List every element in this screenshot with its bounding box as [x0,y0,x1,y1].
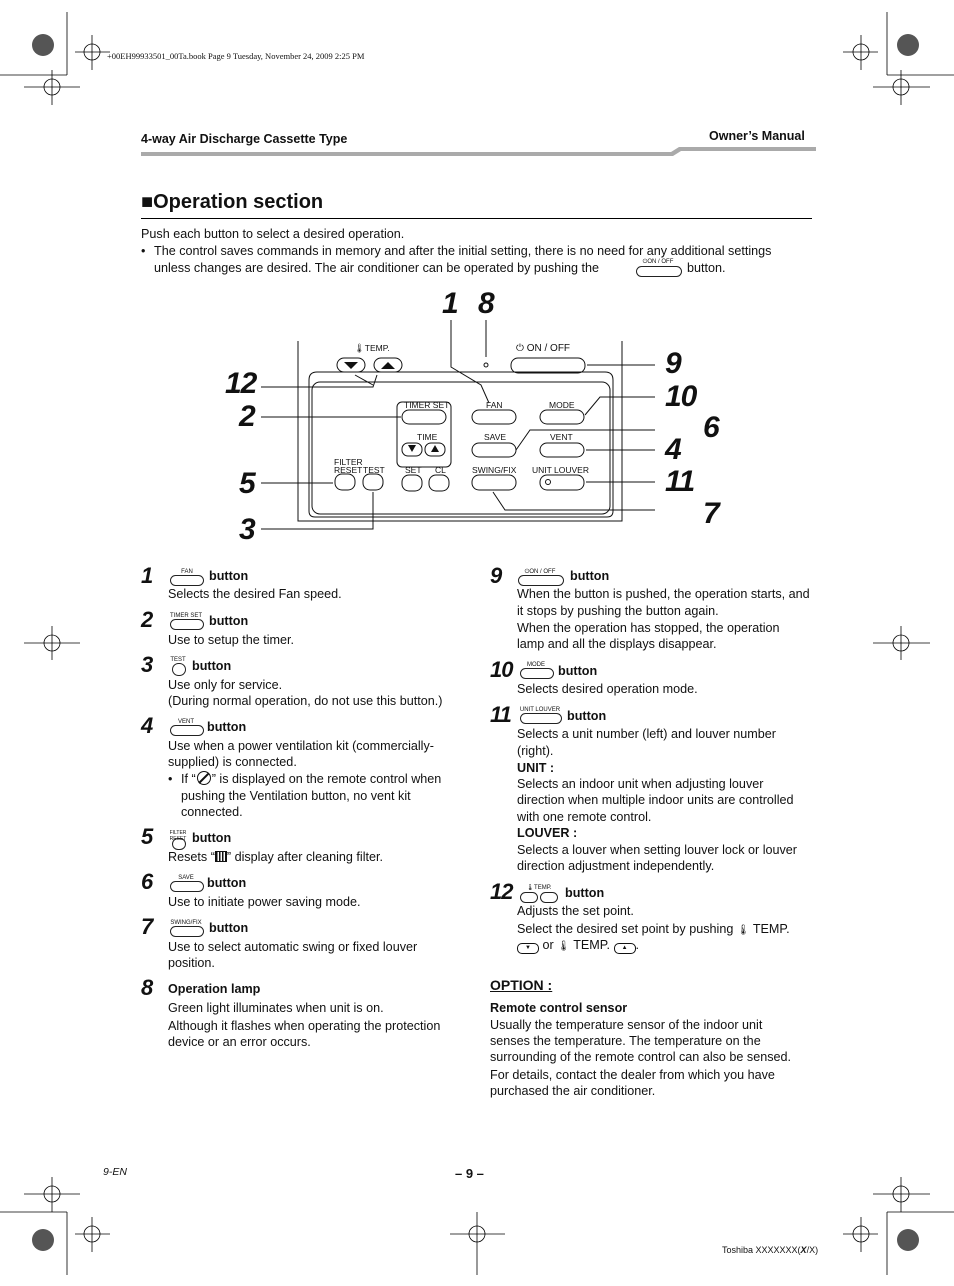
item-7-icon-caption: SWING/FIX [170,920,202,926]
item-3-desc-1: Use only for service. [168,678,283,692]
timer-set-icon [170,619,204,630]
temp-down-inline-icon: ▼ [517,943,539,954]
item-11-unit-desc-2: direction when multiple indoor units are controlled [517,793,794,807]
label-cl: CL [435,465,446,475]
item-11-label: button [567,709,607,723]
callout-12: 12 [225,367,257,400]
test-icon [172,663,186,676]
label-set: SET [405,465,422,475]
item-12-desc-2: Select the desired set point by pushing 🌡 TEMP. [517,922,790,936]
remote-outline [225,285,735,555]
item-1-icon-caption: FAN [181,569,193,575]
item-6-label: button [207,876,247,890]
intro-line-1: Push each button to select a desired operation. [141,227,405,241]
item-5-desc: Resets “ ” display after cleaning filter. [168,850,383,864]
item-8-desc-2: Although it flashes when operating the protection [168,1019,441,1033]
item-9-desc-4: lamp and all the displays disappear. [517,637,717,651]
fan-icon [170,575,204,586]
item-12-num: 12 [490,879,513,904]
page-number-center: – 9 – [455,1166,484,1181]
item-11-louver-head: LOUVER : [517,826,578,840]
option-head: OPTION : [490,977,553,993]
onoff-inline-icon [636,266,682,277]
label-unit-louver: UNIT LOUVER [532,465,589,475]
item-11-num: 11 [490,702,511,727]
item-12-desc-1: Adjusts the set point. [517,904,634,918]
callout-10: 10 [665,380,697,413]
item-6-desc: Use to initiate power saving mode. [168,895,361,909]
item-9-label: button [570,569,610,583]
header-rule [141,145,816,157]
callout-11: 11 [665,465,695,498]
callout-6: 6 [703,411,719,444]
item-10-label: button [558,664,598,678]
item-4-desc-2: supplied) is connected. [168,755,297,769]
item-2-desc: Use to setup the timer. [168,633,294,647]
item-8-label: Operation lamp [168,982,261,996]
page-number-left: 9-EN [103,1166,127,1178]
vent-icon [170,725,204,736]
item-8-desc-3: device or an error occurs. [168,1035,311,1049]
item-9-icon-caption: ⏻ON / OFF [524,569,556,575]
item-7-desc-2: position. [168,956,215,970]
section-title [141,191,323,214]
item-9-num: 9 [490,563,502,588]
item-2-num: 2 [141,607,153,632]
filter-grid-icon [215,851,227,862]
temp-up-icon [540,892,558,903]
callout-5: 5 [239,467,255,500]
intro-bullet: • [141,244,146,258]
item-9-desc-3: When the operation has stopped, the operation [517,621,780,635]
thermometer-icon: 🌡 [736,925,750,936]
item-9-desc-1: When the button is pushed, the operation starts, and [517,587,810,601]
item-12-label: button [565,886,605,900]
callout-9: 9 [665,347,681,380]
label-mode: MODE [549,400,575,410]
option-line-3: surrounding of the remote control can also be sensed. [490,1050,792,1064]
item-6-icon-caption: SAVE [178,875,194,881]
intro-line-2: The control saves commands in memory and after the initial setting, there is no need for any additional settings [154,244,772,258]
item-8-desc-1: Green light illuminates when unit is on. [168,1001,384,1015]
book-line: +00EH99933501_00Ta.book Page 9 Tuesday, November 24, 2009 2:25 PM [107,51,365,61]
item-10-desc: Selects desired operation mode. [517,682,698,696]
callout-8: 8 [478,287,494,320]
item-3-desc-2: (During normal operation, do not use this button.) [168,694,443,708]
item-9-desc-2: it stops by pushing the button again. [517,604,719,618]
label-vent: VENT [550,432,573,442]
temp-up-inline-icon: ▲ [614,943,636,954]
callout-3: 3 [239,513,255,546]
intro-line-3a: unless changes are desired. The air conditioner can be operated by pushing the [154,261,600,275]
swing-fix-icon [170,926,204,937]
intro-line-3b: button. [687,261,726,275]
item-3-label: button [192,659,232,673]
item-11-louver-desc-2: direction adjustment independently. [517,859,715,873]
save-icon [170,881,204,892]
no-entry-icon [197,771,211,785]
item-11-unit-desc-1: Selects an indoor unit when adjusting louver [517,777,764,791]
item-4-icon-caption: VENT [177,719,194,725]
callout-4: 4 [665,433,681,466]
callout-1: 1 [442,287,458,320]
item-5-num: 5 [141,824,153,849]
item-5-label: button [192,831,232,845]
label-filter: FILTER [334,457,363,467]
onoff-icon [518,575,564,586]
temp-down-icon [520,892,538,903]
item-11-desc-1: Selects a unit number (left) and louver number [517,727,777,741]
option-line-4: For details, contact the dealer from which you have [490,1068,775,1082]
item-11-unit-head: UNIT : [517,761,555,775]
item-11-louver-desc-1: Selects a louver when setting louver lock or louver [517,843,798,857]
label-reset: RESET [334,465,363,475]
item-3-num: 3 [141,652,153,677]
item-4-bullet-line-3: connected. [181,805,243,819]
item-7-desc-1: Use to select automatic swing or fixed louver [168,940,418,954]
item-4-bullet: • [168,772,173,786]
item-7-label: button [209,921,249,935]
option-line-5: purchased the air conditioner. [490,1084,656,1098]
item-5-icon-caption: FILTER RESET [169,830,187,842]
item-12-icon-caption: 🌡TEMP. [526,885,552,891]
thermometer-icon-2: 🌡 [557,941,570,952]
mode-icon [520,668,554,679]
item-4-label: button [207,720,247,734]
label-timer-set: TIMER SET [404,400,450,410]
label-save: SAVE [484,432,507,442]
item-2-label: button [209,614,249,628]
item-4-desc-1: Use when a power ventilation kit (commercially- [168,739,434,753]
header-left: 4-way Air Discharge Cassette Type [141,132,348,146]
remote-control-diagram [225,285,735,555]
item-4-num: 4 [141,713,153,738]
item-1-desc: Selects the desired Fan speed. [168,587,342,601]
callout-2: 2 [239,400,255,433]
label-swing: SWING/FIX [472,465,517,475]
section-title-text: Operation section [153,191,324,213]
brand-code: Toshiba XXXXXXX(X/X) [722,1245,819,1255]
item-2-icon-caption: TIMER SET [169,613,202,619]
label-test: TEST [363,465,385,475]
item-1-label: button [209,569,249,583]
callout-7: 7 [703,497,719,530]
unit-louver-icon [520,713,562,724]
header-right: Owner’s Manual [709,129,805,143]
item-8-num: 8 [141,975,153,1000]
label-time: TIME [417,432,438,442]
item-1-num: 1 [141,563,153,588]
section-bullet: ■ [141,191,154,213]
item-11-desc-2: (right). [517,744,554,758]
label-fan: FAN [486,400,503,410]
option-sub: Remote control sensor [490,1001,628,1015]
item-7-num: 7 [141,914,153,939]
item-10-num: 10 [490,657,513,682]
onoff-inline-caption: ⏻ON / OFF [642,259,674,265]
option-line-2: senses the temperature. The temperature on the [490,1034,761,1048]
item-10-icon-caption: MODE [527,662,545,668]
item-11-unit-desc-3: with one remote control. [517,810,652,824]
item-3-icon-caption: TEST [170,657,186,663]
label-onoff: ⏻ ON / OFF [516,343,571,354]
label-temp: 🌡TEMP. [354,343,390,353]
section-rule [141,218,812,219]
item-4-bullet-line-2: pushing the Ventilation button, no vent kit [181,789,411,803]
option-line-1: Usually the temperature sensor of the indoor unit [490,1018,763,1032]
item-4-bullet-line-1: If “ ” is displayed on the remote control when [181,772,442,786]
item-11-icon-caption: UNIT LOUVER [519,707,561,713]
item-6-num: 6 [141,869,153,894]
item-12-desc-3: ▼ or 🌡 TEMP. ▲ . [517,937,639,956]
